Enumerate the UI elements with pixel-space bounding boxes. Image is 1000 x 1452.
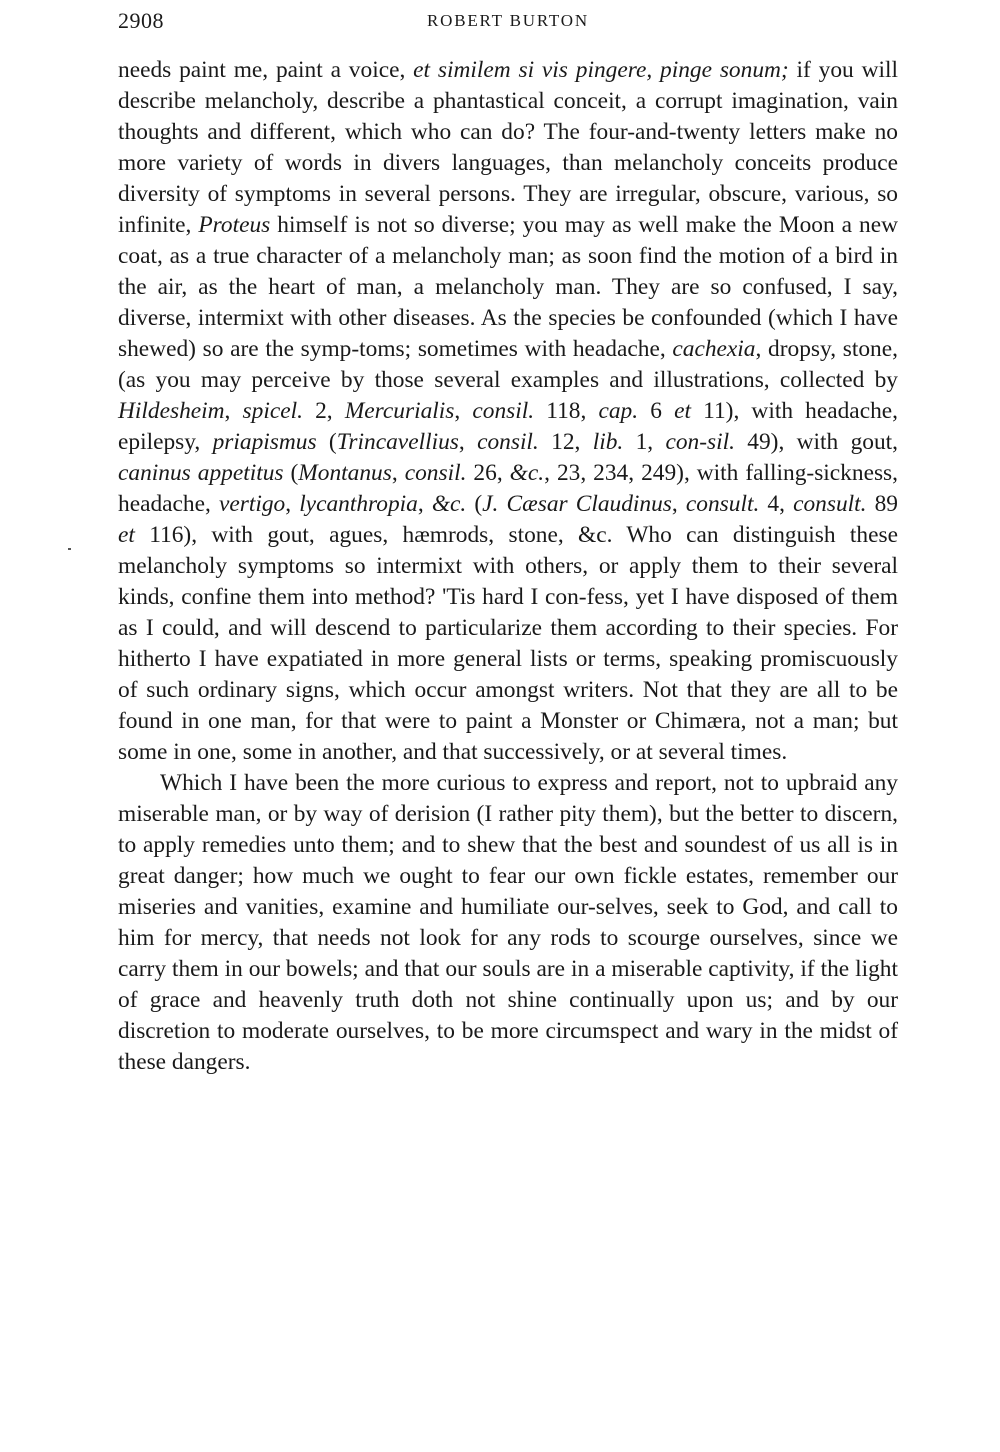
text-run: , bbox=[417, 491, 432, 517]
paragraph bbox=[118, 55, 898, 768]
text-run: , 23, 234, 249), with falling-sickness, headache, bbox=[118, 460, 899, 517]
italic-run: spicel. bbox=[242, 398, 303, 424]
text-run: 12, bbox=[538, 429, 593, 455]
italic-run: Montanus bbox=[298, 460, 392, 486]
italic-run: J. Cæsar Claudinus bbox=[482, 491, 672, 517]
text-run: needs paint me, paint a voice, bbox=[118, 57, 414, 83]
text-run: 4, bbox=[759, 491, 794, 517]
paragraph bbox=[118, 768, 898, 1078]
body-text bbox=[118, 55, 898, 1078]
italic-run: cap. bbox=[598, 398, 639, 424]
text-run: 89 bbox=[866, 491, 898, 517]
text-run: 118, bbox=[534, 398, 599, 424]
italic-run: consult. bbox=[793, 491, 867, 517]
text-run: 26, bbox=[466, 460, 510, 486]
text-run: ( bbox=[283, 460, 299, 486]
text-run: , dropsy, stone, (as you may perceive by those several examples and illustrations, collected by bbox=[118, 336, 898, 393]
text-run: if you will describe melancholy, describe a phantastical conceit, a corrupt imagination, vain thoughts and different, which who can do? The four-and-twenty letters make no more variety of words in divers languages, than melancholy conceits produce diversity of symptoms in several persons. They are irregular, obscure, various, so infinite, bbox=[118, 57, 898, 238]
text-run: 2, bbox=[302, 398, 345, 424]
italic-run: et bbox=[118, 522, 135, 548]
text-run: , bbox=[454, 398, 473, 424]
italic-run: Proteus bbox=[198, 212, 271, 238]
text-run: , bbox=[458, 429, 478, 455]
italic-run: con-sil. bbox=[665, 429, 735, 455]
running-head-title: ROBERT BURTON bbox=[427, 11, 589, 30]
text-run: ( bbox=[316, 429, 337, 455]
margin-speck bbox=[68, 548, 71, 550]
text-run: , bbox=[391, 460, 405, 486]
italic-run: lycanthropia bbox=[299, 491, 418, 517]
italic-run: cachexia bbox=[672, 336, 756, 362]
text-run: 11), with headache, epilepsy, bbox=[118, 398, 899, 455]
italic-run: vertigo bbox=[218, 491, 286, 517]
text-run: 1, bbox=[623, 429, 666, 455]
italic-run: et bbox=[674, 398, 691, 424]
italic-run: Hildesheim bbox=[118, 398, 225, 424]
running-head bbox=[118, 8, 898, 36]
italic-run: &c. bbox=[431, 491, 467, 517]
italic-run: caninus appetitus bbox=[118, 460, 284, 486]
text-run: , bbox=[224, 398, 243, 424]
italic-run: Mercurialis bbox=[344, 398, 455, 424]
italic-run: &c. bbox=[509, 460, 545, 486]
text-run: 49), with gout, bbox=[734, 429, 898, 455]
text-run: 6 bbox=[638, 398, 675, 424]
italic-run: consil. bbox=[404, 460, 467, 486]
italic-run: priapismus bbox=[212, 429, 317, 455]
italic-run: consil. bbox=[472, 398, 535, 424]
text-run: himself is not so diverse; you may as well make the Moon a new coat, as a true character of a melancholy man; as soon find the motion of a bird in the air, as the heart of man, a melancholy man. They are so confused, I say, diverse, intermixt with other diseases. As the species be confounded (which I have shewed) so are the symp-toms; sometimes with headache, bbox=[118, 212, 898, 362]
text-run: 116), with gout, agues, hæmrods, stone, &c. Who can distinguish these melancholy symptoms so intermixt with others, or apply them to their several kinds, confine them into method? 'Tis hard I con-fess, yet I have disposed of them as I could, and will descend to particularize them according to their species. For hitherto I have expatiated in more general lists or terms, speaking promiscuously of such ordinary signs, which occur amongst writers. Not that they are all to be found in one man, for that were to paint a Monster or Chimæra, not a man; but some in one, some in another, and that successively, or at several times. bbox=[118, 522, 898, 765]
italic-run: Trincavellius bbox=[336, 429, 459, 455]
text-run: , bbox=[285, 491, 300, 517]
text-run: , bbox=[671, 491, 686, 517]
text-run: Which I have been the more curious to express and report, not to upbraid any miserable man, or by way of derision (I rather pity them), but the better to discern, to apply remedies unto them; and to shew that the best and soundest of us all is in great danger; how much we ought to fear our own fickle estates, remember our miseries and vanities, examine and humiliate our-selves, seek to God, and call to him for mercy, that needs not look for any rods to scourge ourselves, since we carry them in our bowels; and that our souls are in a miserable captivity, if the light of grace and heavenly truth doth not shine continually upon us; and by our discretion to moderate ourselves, to be more circumspect and wary in the midst of these dangers. bbox=[118, 770, 898, 1075]
italic-run: lib. bbox=[592, 429, 624, 455]
italic-run: consil. bbox=[477, 429, 539, 455]
page-number: 2908 bbox=[118, 8, 164, 33]
text-run: ( bbox=[466, 491, 483, 517]
italic-run: consult. bbox=[685, 491, 760, 517]
italic-run: et similem si vis pingere, pinge sonum; bbox=[413, 57, 789, 83]
